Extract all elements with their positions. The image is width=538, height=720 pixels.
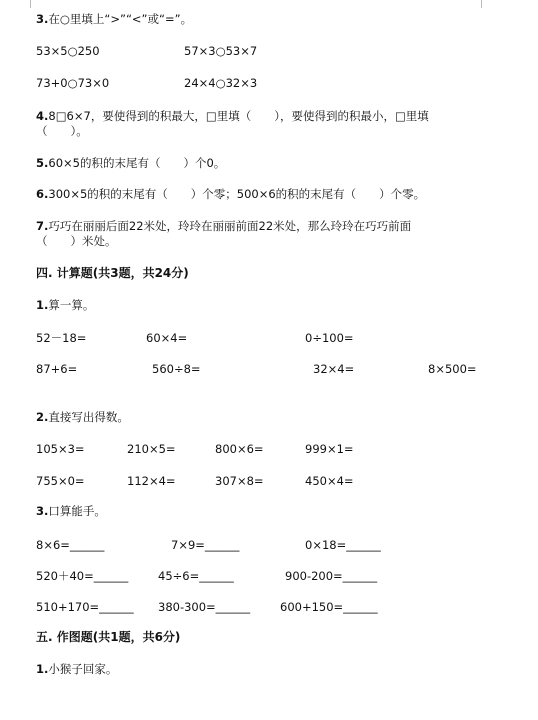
calc-item: 210×5= xyxy=(127,442,176,456)
s4-q1-heading xyxy=(36,298,94,312)
s4-q1-number: 1. xyxy=(36,298,49,312)
calc-item: 32×4= xyxy=(313,362,355,376)
section5-title: 五. 作图题(共1题，共6分) xyxy=(36,630,181,644)
s4-q3-title: 口算能手。 xyxy=(48,504,106,518)
s4-q3-number: 3. xyxy=(36,504,49,518)
calc-item: 52－18= xyxy=(36,331,87,345)
s4-q2-title: 直接写出得数。 xyxy=(48,410,129,424)
calc-item: 600+150=______ xyxy=(280,600,378,614)
calc-item: 307×8= xyxy=(215,474,264,488)
page-corner-mark-right xyxy=(481,0,512,8)
calc-item: 87+6= xyxy=(36,362,78,376)
q6-text: 300×5的积的末尾有（ ）个零；500×6的积的末尾有（ ）个零。 xyxy=(48,187,426,201)
q4-text-1: 8□6×7，要使得到的积最大，□里填（ ），要使得到的积最小，□里填 xyxy=(48,109,429,123)
s5-q1-title: 小猴子回家。 xyxy=(48,662,118,676)
q7-line1 xyxy=(36,219,411,233)
calc-item: 380-300=______ xyxy=(158,600,251,614)
s4-q2-number: 2. xyxy=(36,410,49,424)
section4-title: 四. 计算题(共3题，共24分) xyxy=(36,266,189,280)
q3-item: 53×5○250 xyxy=(36,44,100,58)
calc-item: 0÷100= xyxy=(305,331,354,345)
calc-item: 520＋40=______ xyxy=(36,569,129,583)
calc-item: 560÷8= xyxy=(152,362,201,376)
q5 xyxy=(36,156,225,170)
q3-item: 57×3○53×7 xyxy=(184,44,258,58)
q7-number: 7. xyxy=(36,219,49,233)
calc-item: 999×1= xyxy=(305,442,354,456)
q3-item: 73+0○73×0 xyxy=(36,76,110,90)
q7-text-1: 巧巧在丽丽后面22米处，玲玲在丽丽前面22米处，那么玲玲在巧巧前面 xyxy=(48,219,412,233)
q4-line1 xyxy=(36,109,429,123)
s4-q2-heading xyxy=(36,410,129,424)
calc-item: 7×9=______ xyxy=(171,538,240,552)
calc-item: 0×18=______ xyxy=(305,538,381,552)
calc-item: 510+170=______ xyxy=(36,600,134,614)
q3-item: 24×4○32×3 xyxy=(184,76,258,90)
page-corner-mark-left xyxy=(0,0,31,8)
calc-item: 112×4= xyxy=(127,474,176,488)
calc-item: 8×500= xyxy=(428,362,477,376)
calc-item: 60×4= xyxy=(146,331,188,345)
s4-q3-heading xyxy=(36,504,106,518)
q7-line2: （ ）米处。 xyxy=(36,234,117,248)
q4-number: 4. xyxy=(36,109,49,123)
q5-number: 5. xyxy=(36,156,49,170)
q3-number: 3. xyxy=(36,12,49,26)
q4-line2: （ ）。 xyxy=(36,124,88,138)
q3-title: 在○里填上“>”“<”或“=”。 xyxy=(48,12,193,26)
q5-text: 60×5的积的末尾有（ ）个0。 xyxy=(48,156,226,170)
calc-item: 45÷6=______ xyxy=(158,569,234,583)
q6 xyxy=(36,187,425,201)
calc-item: 450×4= xyxy=(305,474,354,488)
calc-item: 8×6=______ xyxy=(36,538,105,552)
q6-number: 6. xyxy=(36,187,49,201)
calc-item: 755×0= xyxy=(36,474,85,488)
q3-heading xyxy=(36,12,192,26)
s4-q1-title: 算一算。 xyxy=(48,298,95,312)
calc-item: 800×6= xyxy=(215,442,264,456)
s5-q1-heading xyxy=(36,662,117,676)
calc-item: 900-200=______ xyxy=(285,569,378,583)
s5-q1-number: 1. xyxy=(36,662,49,676)
calc-item: 105×3= xyxy=(36,442,85,456)
